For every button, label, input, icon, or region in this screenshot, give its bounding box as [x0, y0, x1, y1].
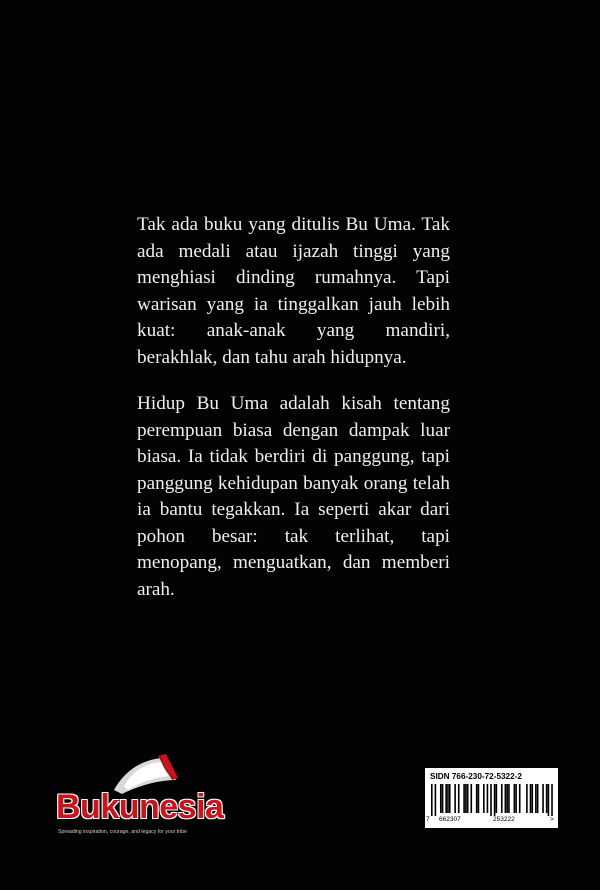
barcode-panel: [425, 768, 558, 828]
barcode-digits: [425, 816, 558, 826]
barcode-right-group: 253222: [493, 816, 515, 823]
publisher-name: Bukunesia: [56, 788, 224, 826]
publisher-logo: [40, 750, 224, 842]
barcode-icon: [431, 784, 553, 816]
publisher-tagline: Spreading inspiration, courage, and legacy for your tribe: [58, 829, 187, 835]
blurb-paragraph-2: Hidup Bu Uma adalah kisah tentang perempuan biasa dengan dampak luar biasa. Ia tidak berdiri di panggung, tapi panggung kehidupan banyak orang telah ia bantu tegakkan. Ia seperti akar dari pohon besar: tak terlihat, tapi menopang, menguatkan, dan memberi arah.: [137, 393, 450, 600]
back-cover-blurb: [137, 212, 450, 623]
sidn-number: SIDN 766-230-72-5322-2: [430, 772, 522, 781]
barcode-left-group: 662307: [439, 816, 461, 823]
barcode-first-digit: 7: [426, 816, 430, 823]
blurb-paragraph-1: Tak ada buku yang ditulis Bu Uma. Tak ada medali atau ijazah tinggi yang menghiasi dinding rumahnya. Tapi warisan yang ia tinggalkan jauh lebih kuat: anak-anak yang mandiri, berakhlak, dan tahu arah hidupnya.: [137, 214, 450, 368]
barcode-end-mark: >: [550, 816, 554, 823]
